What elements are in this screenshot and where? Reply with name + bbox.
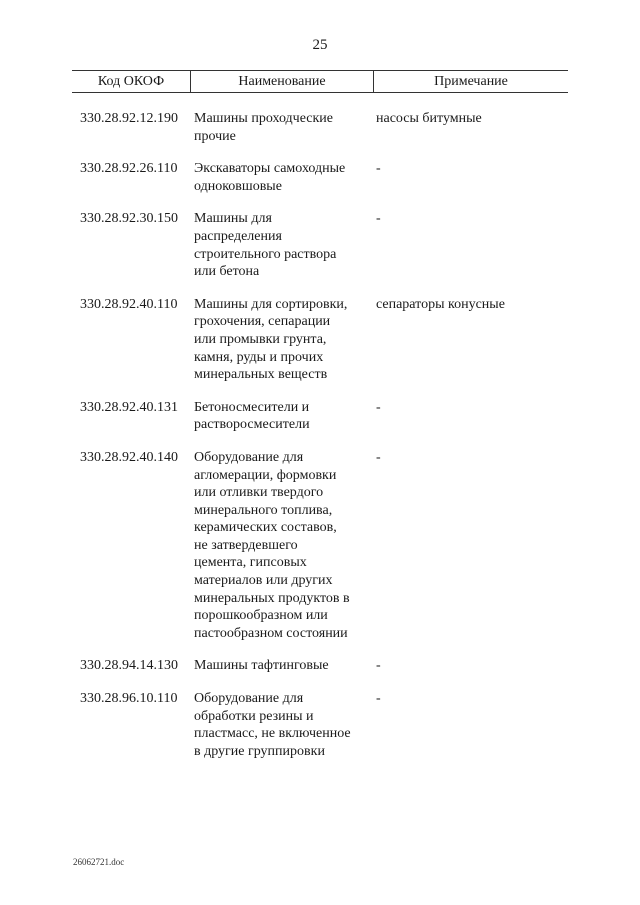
- table-row: [80, 110, 560, 145]
- cell-note: -: [376, 658, 381, 674]
- table-row: [80, 449, 560, 643]
- cell-code: 330.28.92.26.110: [80, 161, 178, 177]
- cell-code: 330.28.92.12.190: [80, 111, 178, 126]
- cell-name: Машины тафтинговые: [194, 658, 329, 674]
- document-footer: 26062721.doc: [73, 857, 125, 867]
- header-note: Примечание: [434, 74, 508, 89]
- cell-note: -: [376, 691, 381, 707]
- cell-note: -: [376, 161, 381, 177]
- table-row: [80, 690, 560, 760]
- cell-code: 330.28.92.40.110: [80, 296, 178, 312]
- cell-code: 330.28.92.30.150: [80, 211, 178, 227]
- cell-code: 330.28.92.40.140: [80, 449, 178, 465]
- table-header: [72, 70, 568, 93]
- table-row: [80, 160, 560, 195]
- cell-name: Экскаваторы самоходные одноковшовые: [194, 161, 346, 194]
- table-row: [80, 657, 560, 675]
- page-number: 25: [312, 37, 328, 53]
- cell-code: 330.28.94.14.130: [80, 658, 178, 674]
- cell-code: 330.28.96.10.110: [80, 691, 178, 707]
- cell-note: насосы битумные: [376, 111, 482, 126]
- cell-name: Бетоносмесители и растворосмесители: [194, 399, 310, 433]
- cell-name: Машины для распределения строительного раствора или бетона: [194, 211, 337, 280]
- cell-name: Машины для сортировки, грохочения, сепарации или промывки грунта, камня, руды и прочих минеральных веществ: [194, 296, 348, 383]
- cell-note: сепараторы конусные: [376, 296, 505, 312]
- cell-name: Оборудование для обработки резины и пластмасс, не включенное в другие группировки: [194, 691, 351, 759]
- cell-note: -: [376, 449, 381, 465]
- header-name: Наименование: [190, 71, 374, 92]
- header-code: Код ОКОФ: [97, 74, 165, 89]
- cell-note: -: [376, 399, 381, 415]
- cell-note: -: [376, 211, 381, 227]
- table-body: [80, 110, 560, 760]
- cell-name: Машины проходческие прочие: [194, 111, 333, 144]
- cell-code: 330.28.92.40.131: [80, 399, 178, 415]
- cell-name: Оборудование для агломерации, формовки или отливки твердого минерального топлива, керамических составов, не затвердевшего цемента, гипсовых материалов или других минеральных продуктов в порошкообразном или пастообразном состоянии: [194, 449, 350, 641]
- table-row: [80, 210, 560, 280]
- table-row: [80, 399, 560, 434]
- table-row: [80, 296, 560, 384]
